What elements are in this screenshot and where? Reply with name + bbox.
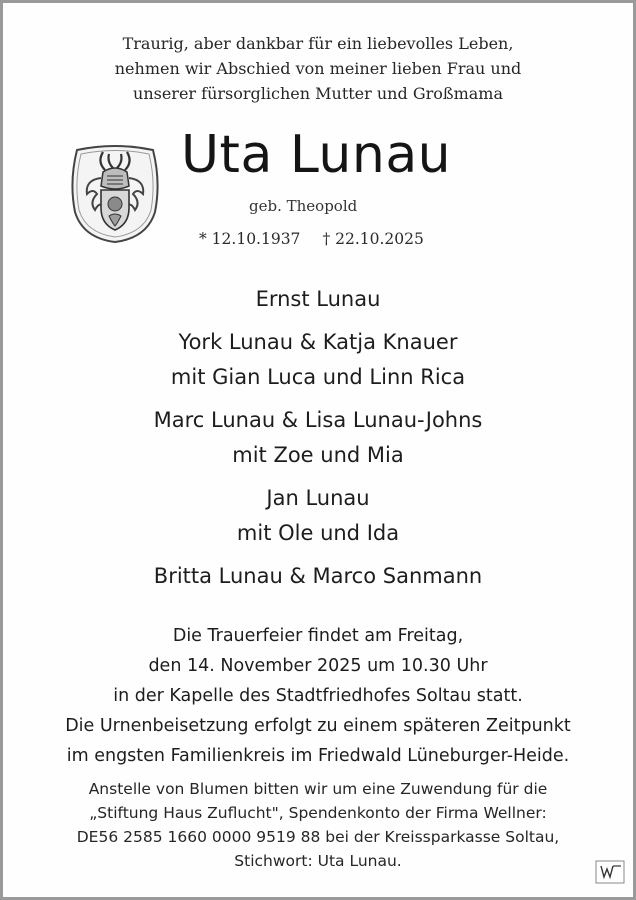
intro-line: unserer fürsorglichen Mutter und Großmama — [133, 84, 503, 103]
publisher-logo-icon — [595, 860, 625, 884]
donation-line: Anstelle von Blumen bitten wir um eine Zuwendung für die — [88, 780, 548, 798]
ceremony-line: den 14. November 2025 um 10.30 Uhr — [148, 656, 488, 676]
intro-line: Traurig, aber dankbar für ein liebevolles Leben, — [122, 34, 514, 53]
family-group — [3, 325, 633, 395]
ceremony-line: Die Trauerfeier findet am Freitag, — [172, 626, 464, 646]
intro-text — [3, 31, 633, 106]
family-line: Britta Lunau & Marco Sanmann — [153, 564, 483, 588]
family-group — [3, 282, 633, 317]
life-dates — [199, 227, 424, 251]
ceremony-info — [3, 621, 633, 771]
family-coat-of-arms-icon — [67, 142, 163, 244]
donation-line: Stichwort: Uta Lunau. — [234, 852, 402, 870]
intro-line: nehmen wir Abschied von meiner lieben Frau und — [114, 59, 522, 78]
family-line: mit Zoe und Mia — [232, 443, 404, 467]
family-line: York Lunau & Katja Knauer — [178, 330, 458, 354]
family-line: Ernst Lunau — [255, 287, 381, 311]
family-line: mit Gian Luca und Linn Rica — [170, 365, 466, 389]
ceremony-line: im engsten Familienkreis im Friedwald Lüneburger-Heide. — [66, 746, 570, 766]
family-line: Jan Lunau — [266, 486, 370, 510]
family-group — [3, 559, 633, 594]
donation-info — [3, 777, 633, 873]
ceremony-line: in der Kapelle des Stadtfriedhofes Soltau statt. — [113, 686, 523, 706]
deceased-name: Uta Lunau — [181, 125, 452, 185]
family-list — [3, 282, 633, 602]
donation-line: DE56 2585 1660 0000 9519 88 bei der Kreissparkasse Soltau, — [76, 828, 560, 846]
family-line: mit Ole und Ida — [236, 521, 400, 545]
maiden-name: geb. Theopold — [249, 197, 358, 215]
ceremony-line: Die Urnenbeisetzung erfolgt zu einem späteren Zeitpunkt — [65, 716, 571, 736]
family-group — [3, 403, 633, 473]
family-line: Marc Lunau & Lisa Lunau-Johns — [153, 408, 483, 432]
donation-line: „Stiftung Haus Zuflucht", Spendenkonto der Firma Wellner: — [89, 804, 547, 822]
family-group — [3, 481, 633, 551]
birth-date: * 12.10.1937 — [199, 230, 301, 248]
death-date: † 22.10.2025 — [322, 230, 424, 248]
